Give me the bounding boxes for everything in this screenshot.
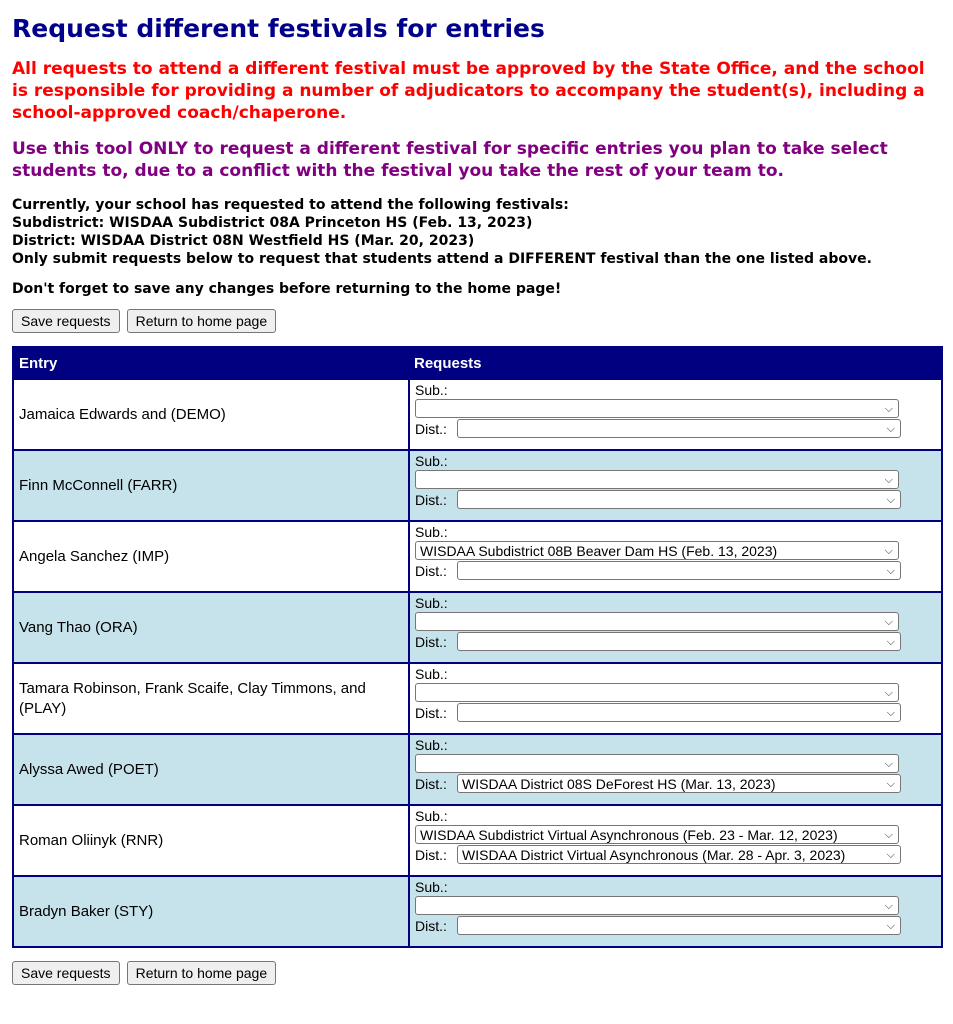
table-row <box>13 450 942 521</box>
sub-label: Sub.: <box>415 595 448 611</box>
entry-cell <box>13 592 409 663</box>
subdistrict-select[interactable] <box>415 754 899 773</box>
entry-name: Angela Sanchez (IMP) <box>19 547 170 565</box>
page-title: Request different festivals for entries <box>12 14 545 43</box>
entry-cell <box>13 805 409 876</box>
dist-label: Dist.: <box>415 704 447 721</box>
entry-name: Bradyn Baker (STY) <box>19 902 154 920</box>
entry-name: Roman Oliinyk (RNR) <box>19 831 164 849</box>
district-selected-value: WISDAA District 08S DeForest HS (Mar. 13, 2023) <box>462 776 776 792</box>
sub-label: Sub.: <box>415 737 448 753</box>
current-subdistrict: Subdistrict: WISDAA Subdistrict 08A Princeton HS (Feb. 13, 2023) <box>12 215 533 231</box>
district-selected-value <box>462 705 484 721</box>
requests-column-header: Requests <box>409 347 942 379</box>
district-selected-value <box>462 492 484 508</box>
entry-name: Jamaica Edwards and (DEMO) <box>19 405 226 423</box>
entry-column-header: Entry <box>13 347 409 379</box>
sub-label: Sub.: <box>415 524 448 540</box>
entry-cell <box>13 876 409 947</box>
chevron-down-icon: ⌵ <box>886 423 895 435</box>
return-home-button[interactable]: Return to home page <box>127 309 277 333</box>
subdistrict-selected-value <box>420 898 442 914</box>
current-festivals <box>12 196 941 268</box>
chevron-down-icon: ⌵ <box>886 636 895 648</box>
district-selected-value <box>462 563 484 579</box>
subdistrict-select[interactable] <box>415 896 899 915</box>
subdistrict-selected-value <box>420 685 442 701</box>
requests-cell <box>409 592 942 663</box>
district-selected-value <box>462 634 484 650</box>
district-line <box>415 419 936 438</box>
district-selected-value: WISDAA District Virtual Asynchronous (Mar. 28 - Apr. 3, 2023) <box>462 847 846 863</box>
requests-table <box>12 346 943 948</box>
sub-label: Sub.: <box>415 453 448 469</box>
requests-cell <box>409 734 942 805</box>
save-reminder: Don't forget to save any changes before returning to the home page! <box>12 281 562 297</box>
subdistrict-select[interactable] <box>415 541 899 560</box>
entry-cell <box>13 734 409 805</box>
subdistrict-select[interactable] <box>415 399 899 418</box>
sub-label: Sub.: <box>415 879 448 895</box>
chevron-down-icon: ⌵ <box>886 920 895 932</box>
chevron-down-icon: ⌵ <box>886 494 895 506</box>
dist-label: Dist.: <box>415 917 447 934</box>
district-select[interactable] <box>457 916 901 935</box>
district-select[interactable] <box>457 419 901 438</box>
subdistrict-selected-value <box>420 614 442 630</box>
district-line <box>415 774 936 793</box>
entry-cell <box>13 663 409 734</box>
chevron-down-icon: ⌵ <box>886 707 895 719</box>
district-line <box>415 490 936 509</box>
dist-label: Dist.: <box>415 420 447 437</box>
dist-label: Dist.: <box>415 775 447 792</box>
subdistrict-selected-value <box>420 472 442 488</box>
dist-label: Dist.: <box>415 846 447 863</box>
table-row <box>13 734 942 805</box>
entry-cell <box>13 450 409 521</box>
entry-name: Alyssa Awed (POET) <box>19 760 159 778</box>
district-line <box>415 703 936 722</box>
current-district: District: WISDAA District 08N Westfield HS (Mar. 20, 2023) <box>12 233 475 249</box>
save-requests-button[interactable]: Save requests <box>12 309 120 333</box>
district-line <box>415 632 936 651</box>
chevron-down-icon: ⌵ <box>884 403 893 415</box>
entry-name: Tamara Robinson, Frank Scaife, Clay Timmons, and (PLAY) <box>19 679 366 717</box>
sub-label: Sub.: <box>415 666 448 682</box>
usage-note: Use this tool ONLY to request a different festival for specific entries you plan to take select students to, due to a conflict with the festival you take the rest of your team to. <box>12 139 888 181</box>
requests-cell <box>409 521 942 592</box>
table-row <box>13 379 942 450</box>
chevron-down-icon: ⌵ <box>884 829 893 841</box>
dist-label: Dist.: <box>415 562 447 579</box>
district-select[interactable] <box>457 632 901 651</box>
chevron-down-icon: ⌵ <box>884 900 893 912</box>
district-select[interactable] <box>457 561 901 580</box>
chevron-down-icon: ⌵ <box>884 545 893 557</box>
save-requests-button-bottom[interactable]: Save requests <box>12 961 120 985</box>
table-row <box>13 663 942 734</box>
table-header-row <box>13 347 942 379</box>
district-select[interactable] <box>457 490 901 509</box>
district-select[interactable] <box>457 845 901 864</box>
district-select[interactable] <box>457 703 901 722</box>
district-selected-value <box>462 918 484 934</box>
requests-cell <box>409 450 942 521</box>
subdistrict-selected-value: WISDAA Subdistrict 08B Beaver Dam HS (Feb. 13, 2023) <box>420 543 778 559</box>
subdistrict-select[interactable] <box>415 612 899 631</box>
sub-label: Sub.: <box>415 382 448 398</box>
subdistrict-select[interactable] <box>415 683 899 702</box>
requests-cell <box>409 379 942 450</box>
return-home-button-bottom[interactable]: Return to home page <box>127 961 277 985</box>
entry-cell <box>13 521 409 592</box>
chevron-down-icon: ⌵ <box>886 565 895 577</box>
entry-cell <box>13 379 409 450</box>
current-outro: Only submit requests below to request that students attend a DIFFERENT festival than the one listed above. <box>12 251 872 267</box>
table-row <box>13 592 942 663</box>
current-intro: Currently, your school has requested to attend the following festivals: <box>12 197 569 213</box>
bottom-button-row <box>12 961 941 985</box>
chevron-down-icon: ⌵ <box>884 616 893 628</box>
subdistrict-selected-value <box>420 756 442 772</box>
district-line <box>415 845 936 864</box>
requests-cell <box>409 876 942 947</box>
subdistrict-selected-value <box>420 401 442 417</box>
top-button-row <box>12 309 941 333</box>
chevron-down-icon: ⌵ <box>886 849 895 861</box>
requests-cell <box>409 663 942 734</box>
entry-name: Vang Thao (ORA) <box>19 618 138 636</box>
approval-warning: All requests to attend a different festival must be approved by the State Office, and the school is responsible for providing a number of adjudicators to accompany the student(s), including a school-approved coach/chaperone. <box>12 59 925 123</box>
chevron-down-icon: ⌵ <box>884 474 893 486</box>
dist-label: Dist.: <box>415 491 447 508</box>
table-row <box>13 521 942 592</box>
subdistrict-select[interactable] <box>415 825 899 844</box>
sub-label: Sub.: <box>415 808 448 824</box>
district-line <box>415 561 936 580</box>
district-select[interactable] <box>457 774 901 793</box>
chevron-down-icon: ⌵ <box>884 687 893 699</box>
table-row <box>13 876 942 947</box>
chevron-down-icon: ⌵ <box>886 778 895 790</box>
subdistrict-selected-value: WISDAA Subdistrict Virtual Asynchronous (Feb. 23 - Mar. 12, 2023) <box>420 827 838 843</box>
requests-cell <box>409 805 942 876</box>
subdistrict-select[interactable] <box>415 470 899 489</box>
dist-label: Dist.: <box>415 633 447 650</box>
table-row <box>13 805 942 876</box>
district-line <box>415 916 936 935</box>
chevron-down-icon: ⌵ <box>884 758 893 770</box>
entry-name: Finn McConnell (FARR) <box>19 476 178 494</box>
district-selected-value <box>462 421 484 437</box>
